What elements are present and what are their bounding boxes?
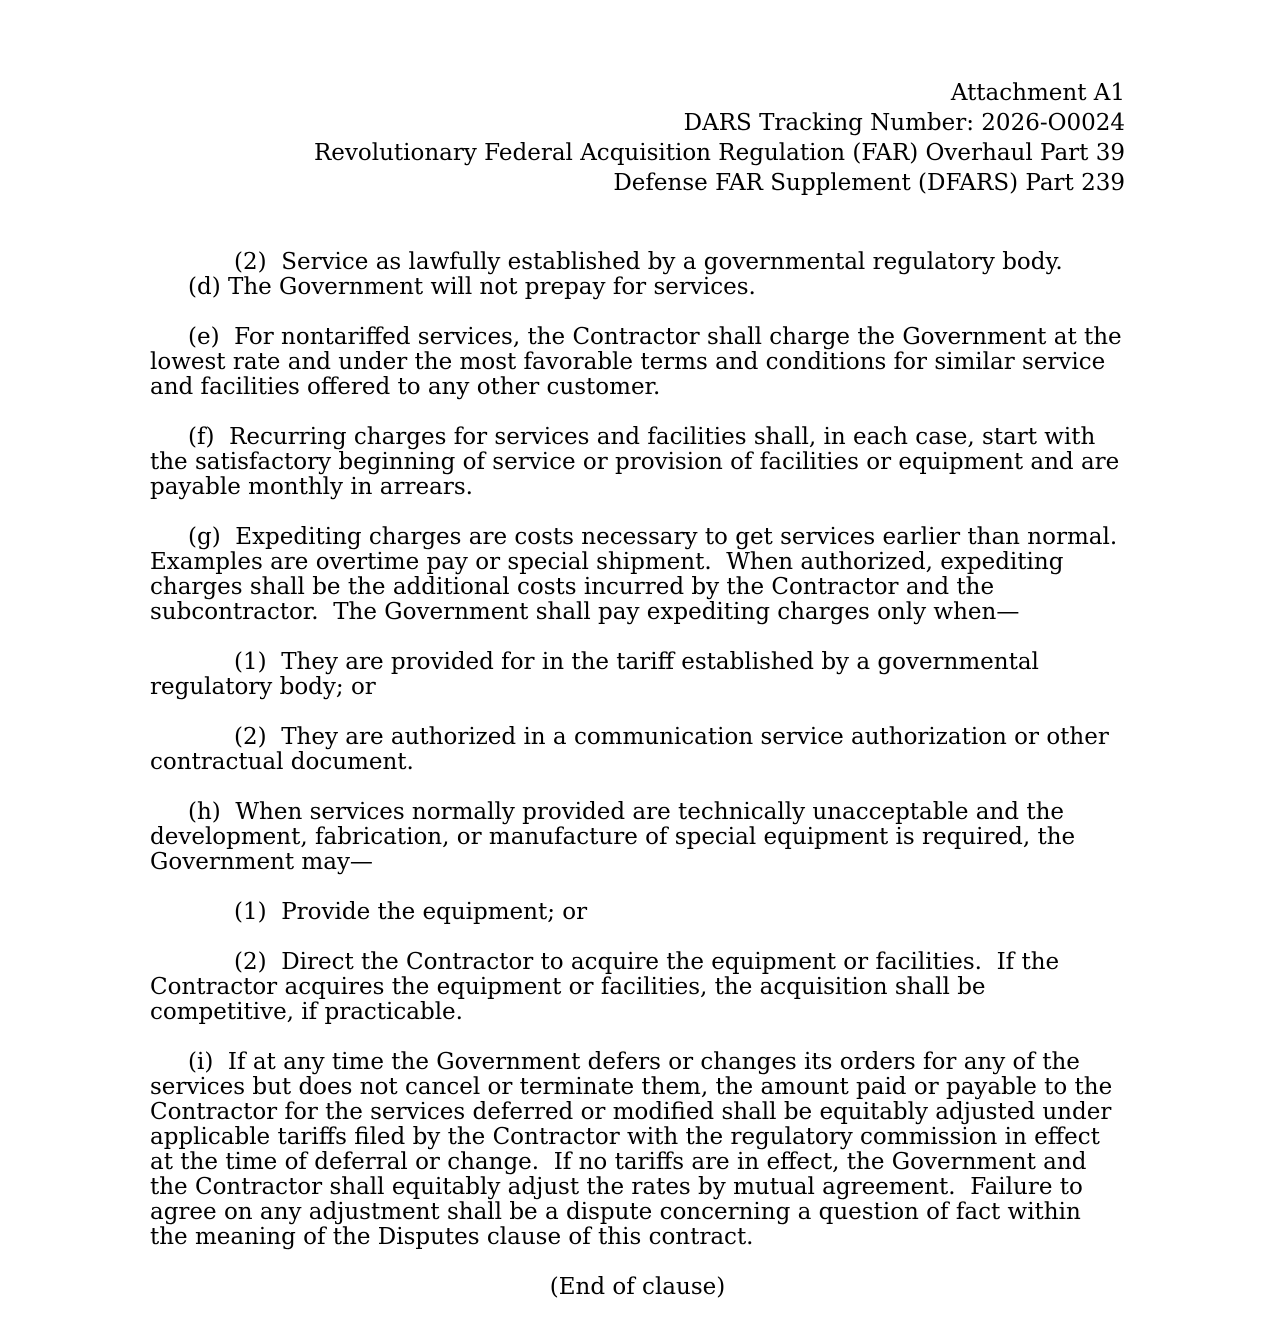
paragraph-f: (f) Recurring charges for services and facilities shall, in each case, start with the satisfactory beginning of service or provision of facilities or equipment and are payable monthly in arrears. — [150, 424, 1127, 500]
tracking-number: DARS Tracking Number: 2026-O0024 — [683, 110, 1125, 136]
far-part-title: Revolutionary Federal Acquisition Regulation (FAR) Overhaul Part 39 — [313, 140, 1125, 166]
paragraph-g: (g) Expediting charges are costs necessary to get services earlier than normal. Examples are overtime pay or special shipment. When authorized, expediting charges shall be the additional costs incurred by the Contractor and the subcontractor. The Government shall pay expediting charges only when— — [150, 524, 1132, 625]
paragraph-h: (h) When services normally provided are technically unacceptable and the development, fabrication, or manufacture of special equipment is required, the Government may— — [150, 799, 1083, 875]
dfars-part-title: Defense FAR Supplement (DFARS) Part 239 — [613, 170, 1125, 196]
paragraph-c2: (2) Service as lawfully established by a governmental regulatory body. — [234, 249, 1063, 275]
paragraph-g1: (1) They are provided for in the tariff established by a governmental regulatory body; or — [150, 649, 1047, 700]
paragraph-h2: (2) Direct the Contractor to acquire the equipment or facilities. If the Contractor acquires the equipment or facilities, the acquisition shall be competitive, if practicable. — [150, 949, 1067, 1025]
paragraph-e: (e) For nontariffed services, the Contractor shall charge the Government at the lowest rate and under the most favorable terms and conditions for similar service and facilities offered to any other customer. — [150, 324, 1129, 400]
end-of-clause: (End of clause) — [549, 1274, 726, 1300]
paragraph-g2: (2) They are authorized in a communication service authorization or other contractual document. — [150, 724, 1117, 775]
paragraph-i: (i) If at any time the Government defers or changes its orders for any of the services but does not cancel or terminate them, the amount paid or payable to the Contractor for the services deferred or modified shall be equitably adjusted under applicable tariffs filed by the Contractor with the regulatory commission in effect at the time of deferral or change. If no tariffs are in effect, the Government and the Contractor shall equitably adjust the rates by mutual agreement. Failure to agree on any adjustment shall be a dispute concerning a question of fact within the meaning of the Disputes clause of this contract. — [150, 1049, 1120, 1250]
document-header — [314, 78, 1125, 198]
paragraph-h1: (1) Provide the equipment; or — [234, 899, 588, 925]
attachment-label: Attachment A1 — [950, 80, 1125, 106]
paragraph-d: (d) The Government will not prepay for services. — [188, 274, 756, 300]
clause-body — [150, 249, 1132, 1300]
